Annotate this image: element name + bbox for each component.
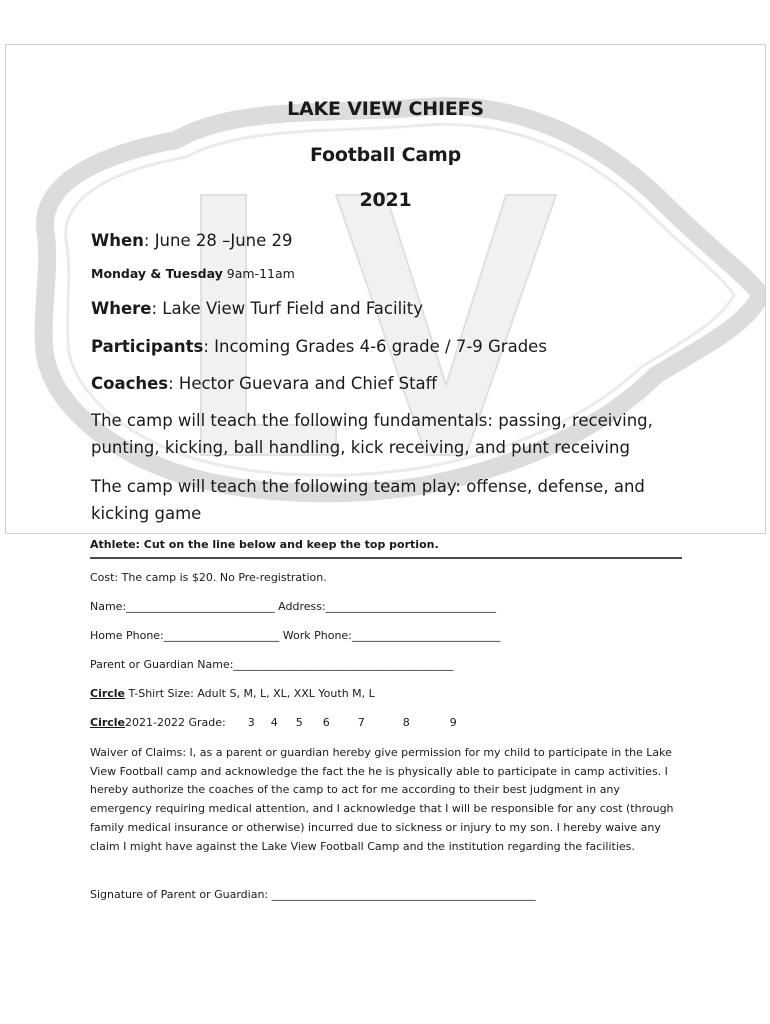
camp-subtitle: Football Camp [309, 144, 462, 166]
tshirt-size-line[interactable] [90, 687, 375, 700]
participants-line [91, 337, 547, 356]
when-label: When [91, 231, 144, 250]
participants-label: Participants [91, 337, 204, 356]
where-line [91, 299, 423, 318]
fundamentals-paragraph: The camp will teach the following fundamentals: passing, receiving, punting, kicking, ball handling, kick receiving, and punt receiving [91, 411, 653, 457]
circle-label: Circle [90, 716, 126, 729]
team-play-paragraph: The camp will teach the following team play: offense, defense, and kicking game [91, 477, 645, 523]
coaches-value: : Hector Guevara and Chief Staff [168, 374, 438, 393]
camp-flyer [5, 44, 766, 534]
signature-field[interactable]: Signature of Parent or Guardian: ________________________________________________ [90, 888, 536, 901]
circle-label: Circle [90, 687, 126, 700]
camp-title: LAKE VIEW CHIEFS [287, 98, 484, 120]
participants-value: : Incoming Grades 4-6 grade / 7-9 Grades [203, 337, 547, 356]
parent-name-field[interactable]: Parent or Guardian Name:________________________________________ [90, 658, 454, 671]
grade-label: 2021-2022 Grade: [125, 716, 226, 729]
name-address-field[interactable]: Name:___________________________ Address:_______________________________ [90, 600, 497, 613]
grade-option[interactable]: 9 [449, 716, 457, 729]
days-label: Monday & Tuesday [91, 266, 223, 281]
when-value: : June 28 –June 29 [143, 231, 293, 250]
grade-option[interactable]: 5 [295, 716, 303, 729]
camp-year: 2021 [359, 189, 412, 211]
phone-fields[interactable]: Home Phone:_____________________ Work Phone:___________________________ [90, 629, 501, 642]
coaches-label: Coaches [91, 374, 169, 393]
cost-line: Cost: The camp is $20. No Pre-registration. [90, 571, 327, 584]
waiver-paragraph: Waiver of Claims: I, as a parent or guardian hereby give permission for my child to participate in the Lake View Football camp and acknowledge the fact the he is physically able to participate in camp activities. I hereby authorize the coaches of the camp to act for me according to their best judgment in any emergency requiring medical attention, and I acknowledge that I will be responsible for any cost (through family medical insurance or otherwise) incurred due to sickness or injury to my son. I hereby waive any claim I might have against the Lake View Football Camp and the institution regarding the facilities. [90, 746, 674, 853]
coaches-line [91, 374, 437, 393]
grade-option[interactable]: 3 [247, 716, 255, 729]
cut-line [90, 557, 682, 559]
where-label: Where [91, 299, 152, 318]
grade-option[interactable]: 7 [357, 716, 365, 729]
grade-line[interactable] [90, 716, 457, 729]
when-line [91, 231, 293, 250]
days-line [91, 266, 295, 281]
days-time: 9am-11am [222, 266, 295, 281]
cut-line-instruction: Athlete: Cut on the line below and keep the top portion. [90, 538, 439, 551]
where-value: : Lake View Turf Field and Facility [151, 299, 423, 318]
grade-option[interactable]: 8 [402, 716, 410, 729]
grade-option[interactable]: 4 [270, 716, 278, 729]
grade-option[interactable]: 6 [322, 716, 330, 729]
tshirt-options: T-Shirt Size: Adult S, M, L, XL, XXL Youth M, L [125, 687, 375, 700]
